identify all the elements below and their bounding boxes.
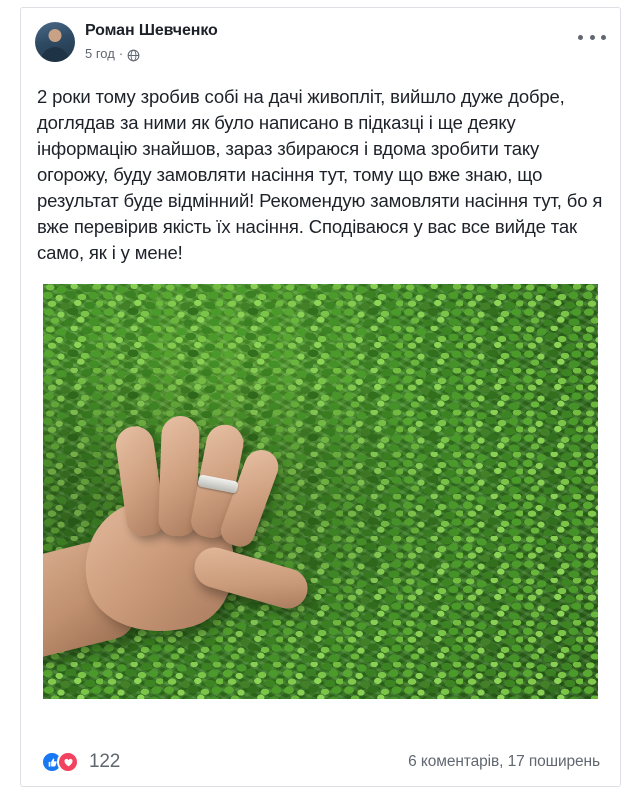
avatar-body	[41, 47, 69, 62]
post-header-text	[85, 20, 218, 62]
post-image[interactable]	[43, 284, 598, 699]
post-header	[21, 8, 620, 70]
heart-icon	[57, 751, 79, 773]
facebook-post-card	[20, 7, 621, 787]
comments-shares-count[interactable]: 6 коментарів, 17 поширень	[408, 753, 600, 770]
meta-separator: ·	[118, 46, 124, 61]
more-options-icon[interactable]	[578, 30, 606, 44]
reaction-icons	[41, 751, 79, 773]
hedge-foliage-background	[43, 284, 598, 699]
avatar[interactable]	[35, 22, 75, 62]
post-footer	[21, 738, 620, 786]
globe-icon[interactable]	[127, 49, 140, 62]
author-name[interactable]: Роман Шевченко	[85, 22, 218, 39]
reaction-count: 122	[89, 751, 121, 772]
post-timestamp[interactable]: 5 год	[85, 46, 115, 61]
avatar-face	[49, 29, 62, 42]
reactions-summary[interactable]	[41, 751, 120, 773]
post-meta	[85, 46, 218, 62]
post-text: 2 роки тому зробив собі на дачі живопліт, вийшло дуже добре, доглядав за ними як було написано в підказці і ще деяку інформацію знайшов, зараз збираюся і вдома зробити таку огорожу, буду замовляти насіння тут, тому що вже знаю, що результат буде відмінний! Рекомендую замовляти насіння тут, бо я вже перевірив якість їх насіння. Сподіваюся у вас все вийде так само, як і у мене!	[37, 86, 608, 263]
